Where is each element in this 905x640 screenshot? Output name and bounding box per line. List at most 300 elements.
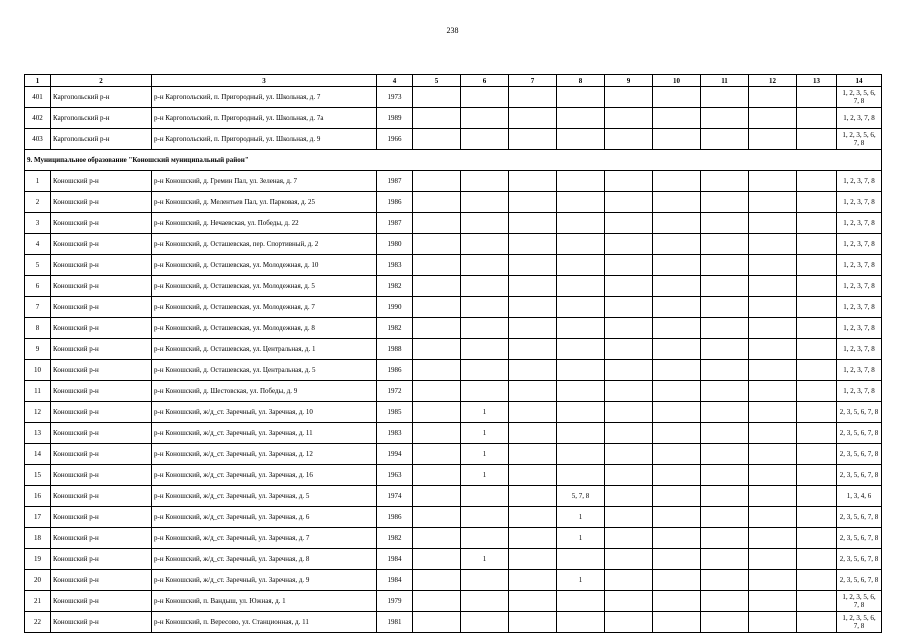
table-row bbox=[25, 318, 882, 339]
col13-cell bbox=[797, 507, 837, 528]
table-row bbox=[25, 381, 882, 402]
col11-cell bbox=[701, 339, 749, 360]
col14-cell: 1, 2, 3, 7, 8 bbox=[837, 318, 882, 339]
column-header: 6 bbox=[461, 75, 509, 87]
col11-cell bbox=[701, 192, 749, 213]
col11-cell bbox=[701, 318, 749, 339]
year-cell: 1987 bbox=[377, 213, 413, 234]
district-cell: Коношский р-н bbox=[51, 528, 152, 549]
col10-cell bbox=[653, 297, 701, 318]
col7-cell bbox=[509, 486, 557, 507]
col14-cell: 2, 3, 5, 6, 7, 8 bbox=[837, 444, 882, 465]
col11-cell bbox=[701, 171, 749, 192]
col10-cell bbox=[653, 129, 701, 150]
col6-cell bbox=[461, 339, 509, 360]
col5-cell bbox=[413, 234, 461, 255]
col10-cell bbox=[653, 591, 701, 612]
col10-cell bbox=[653, 612, 701, 633]
col14-cell: 1, 2, 3, 7, 8 bbox=[837, 360, 882, 381]
year-cell: 1982 bbox=[377, 276, 413, 297]
col12-cell bbox=[749, 192, 797, 213]
col12-cell bbox=[749, 507, 797, 528]
table-row bbox=[25, 171, 882, 192]
row-number-cell: 2 bbox=[25, 192, 51, 213]
col14-cell: 2, 3, 5, 6, 7, 8 bbox=[837, 549, 882, 570]
col9-cell bbox=[605, 591, 653, 612]
col11-cell bbox=[701, 234, 749, 255]
col14-cell: 1, 2, 3, 5, 6, 7, 8 bbox=[837, 87, 882, 108]
col13-cell bbox=[797, 444, 837, 465]
col5-cell bbox=[413, 339, 461, 360]
address-cell: р-н Коношский, д. Осташевская, ул. Центральная, д. 1 bbox=[152, 339, 377, 360]
col6-cell bbox=[461, 255, 509, 276]
year-cell: 1983 bbox=[377, 255, 413, 276]
col8-cell bbox=[557, 549, 605, 570]
row-number-cell: 16 bbox=[25, 486, 51, 507]
col6-cell: 1 bbox=[461, 423, 509, 444]
row-number-cell: 7 bbox=[25, 297, 51, 318]
col8-cell: 1 bbox=[557, 507, 605, 528]
col14-cell: 1, 2, 3, 7, 8 bbox=[837, 381, 882, 402]
col13-cell bbox=[797, 255, 837, 276]
col12-cell bbox=[749, 549, 797, 570]
table-row bbox=[25, 255, 882, 276]
col9-cell bbox=[605, 549, 653, 570]
col13-cell bbox=[797, 465, 837, 486]
col9-cell bbox=[605, 255, 653, 276]
row-number-cell: 3 bbox=[25, 213, 51, 234]
col6-cell bbox=[461, 528, 509, 549]
col13-cell bbox=[797, 108, 837, 129]
year-cell: 1984 bbox=[377, 570, 413, 591]
col11-cell bbox=[701, 486, 749, 507]
col12-cell bbox=[749, 486, 797, 507]
col8-cell bbox=[557, 444, 605, 465]
col12-cell bbox=[749, 360, 797, 381]
address-cell: р-н Коношский, п. Вересово, ул. Станционная, д. 11 bbox=[152, 612, 377, 633]
col11-cell bbox=[701, 129, 749, 150]
year-cell: 1986 bbox=[377, 507, 413, 528]
table-row bbox=[25, 486, 882, 507]
year-cell: 1979 bbox=[377, 591, 413, 612]
col9-cell bbox=[605, 507, 653, 528]
col6-cell bbox=[461, 108, 509, 129]
col5-cell bbox=[413, 276, 461, 297]
col6-cell bbox=[461, 297, 509, 318]
col10-cell bbox=[653, 213, 701, 234]
col7-cell bbox=[509, 213, 557, 234]
col9-cell bbox=[605, 570, 653, 591]
column-header: 11 bbox=[701, 75, 749, 87]
col14-cell: 2, 3, 5, 6, 7, 8 bbox=[837, 402, 882, 423]
district-cell: Коношский р-н bbox=[51, 381, 152, 402]
col11-cell bbox=[701, 465, 749, 486]
col8-cell bbox=[557, 255, 605, 276]
col6-cell: 1 bbox=[461, 402, 509, 423]
address-cell: р-н Коношский, ж/д_ст. Заречный, ул. Заречная, д. 12 bbox=[152, 444, 377, 465]
col5-cell bbox=[413, 486, 461, 507]
year-cell: 1966 bbox=[377, 129, 413, 150]
col6-cell bbox=[461, 507, 509, 528]
row-number-cell: 20 bbox=[25, 570, 51, 591]
address-cell: р-н Коношский, ж/д_ст. Заречный, ул. Заречная, д. 11 bbox=[152, 423, 377, 444]
table-row bbox=[25, 108, 882, 129]
col9-cell bbox=[605, 87, 653, 108]
col14-cell: 2, 3, 5, 6, 7, 8 bbox=[837, 423, 882, 444]
col9-cell bbox=[605, 318, 653, 339]
col13-cell bbox=[797, 318, 837, 339]
row-number-cell: 22 bbox=[25, 612, 51, 633]
col12-cell bbox=[749, 528, 797, 549]
col14-cell: 1, 2, 3, 5, 6, 7, 8 bbox=[837, 612, 882, 633]
col7-cell bbox=[509, 171, 557, 192]
page-number: 238 bbox=[446, 26, 459, 35]
col12-cell bbox=[749, 213, 797, 234]
col6-cell bbox=[461, 192, 509, 213]
district-cell: Коношский р-н bbox=[51, 570, 152, 591]
row-number-cell: 17 bbox=[25, 507, 51, 528]
address-cell: р-н Коношский, ж/д_ст. Заречный, ул. Заречная, д. 9 bbox=[152, 570, 377, 591]
col11-cell bbox=[701, 423, 749, 444]
year-cell: 1980 bbox=[377, 234, 413, 255]
col8-cell bbox=[557, 465, 605, 486]
col14-cell: 2, 3, 5, 6, 7, 8 bbox=[837, 570, 882, 591]
section-row bbox=[25, 150, 882, 171]
column-header: 8 bbox=[557, 75, 605, 87]
col10-cell bbox=[653, 507, 701, 528]
address-cell: р-н Коношский, п. Вандыш, ул. Южная, д. 1 bbox=[152, 591, 377, 612]
table-row bbox=[25, 570, 882, 591]
year-cell: 1981 bbox=[377, 612, 413, 633]
row-number-cell: 1 bbox=[25, 171, 51, 192]
column-header: 10 bbox=[653, 75, 701, 87]
col13-cell bbox=[797, 213, 837, 234]
col13-cell bbox=[797, 570, 837, 591]
district-cell: Коношский р-н bbox=[51, 549, 152, 570]
col5-cell bbox=[413, 87, 461, 108]
table-row bbox=[25, 612, 882, 633]
table-row bbox=[25, 213, 882, 234]
col8-cell bbox=[557, 297, 605, 318]
district-cell: Коношский р-н bbox=[51, 360, 152, 381]
col8-cell bbox=[557, 612, 605, 633]
col8-cell bbox=[557, 276, 605, 297]
col6-cell bbox=[461, 486, 509, 507]
address-cell: р-н Коношский, ж/д_ст. Заречный, ул. Заречная, д. 10 bbox=[152, 402, 377, 423]
col14-cell: 1, 2, 3, 7, 8 bbox=[837, 255, 882, 276]
col13-cell bbox=[797, 549, 837, 570]
district-cell: Каргопольский р-н bbox=[51, 87, 152, 108]
address-cell: р-н Коношский, д. Осташевская, пер. Спортивный, д. 2 bbox=[152, 234, 377, 255]
col8-cell bbox=[557, 192, 605, 213]
col12-cell bbox=[749, 108, 797, 129]
year-cell: 1990 bbox=[377, 297, 413, 318]
col5-cell bbox=[413, 528, 461, 549]
year-cell: 1988 bbox=[377, 339, 413, 360]
col7-cell bbox=[509, 255, 557, 276]
table-row bbox=[25, 591, 882, 612]
col7-cell bbox=[509, 591, 557, 612]
col12-cell bbox=[749, 234, 797, 255]
column-header: 12 bbox=[749, 75, 797, 87]
col8-cell bbox=[557, 360, 605, 381]
district-cell: Коношский р-н bbox=[51, 213, 152, 234]
col11-cell bbox=[701, 591, 749, 612]
col11-cell bbox=[701, 297, 749, 318]
col10-cell bbox=[653, 423, 701, 444]
col10-cell bbox=[653, 171, 701, 192]
col6-cell bbox=[461, 612, 509, 633]
address-cell: р-н Каргопольский, п. Пригородный, ул. Школьная, д. 9 bbox=[152, 129, 377, 150]
col13-cell bbox=[797, 612, 837, 633]
district-cell: Коношский р-н bbox=[51, 339, 152, 360]
col9-cell bbox=[605, 213, 653, 234]
col12-cell bbox=[749, 423, 797, 444]
col7-cell bbox=[509, 129, 557, 150]
address-cell: р-н Коношский, д. Осташевская, ул. Молодежная, д. 5 bbox=[152, 276, 377, 297]
year-cell: 1984 bbox=[377, 549, 413, 570]
column-header: 3 bbox=[152, 75, 377, 87]
district-cell: Коношский р-н bbox=[51, 465, 152, 486]
col10-cell bbox=[653, 570, 701, 591]
col6-cell bbox=[461, 276, 509, 297]
register-table bbox=[24, 74, 882, 633]
col8-cell: 1 bbox=[557, 528, 605, 549]
col9-cell bbox=[605, 129, 653, 150]
table-row bbox=[25, 423, 882, 444]
col7-cell bbox=[509, 192, 557, 213]
column-header: 14 bbox=[837, 75, 882, 87]
district-cell: Коношский р-н bbox=[51, 297, 152, 318]
col5-cell bbox=[413, 171, 461, 192]
row-number-cell: 15 bbox=[25, 465, 51, 486]
row-number-cell: 6 bbox=[25, 276, 51, 297]
col12-cell bbox=[749, 402, 797, 423]
col10-cell bbox=[653, 339, 701, 360]
row-number-cell: 401 bbox=[25, 87, 51, 108]
col7-cell bbox=[509, 234, 557, 255]
col6-cell bbox=[461, 213, 509, 234]
col13-cell bbox=[797, 87, 837, 108]
col14-cell: 1, 2, 3, 7, 8 bbox=[837, 297, 882, 318]
district-cell: Коношский р-н bbox=[51, 234, 152, 255]
col13-cell bbox=[797, 360, 837, 381]
row-number-cell: 4 bbox=[25, 234, 51, 255]
row-number-cell: 19 bbox=[25, 549, 51, 570]
col9-cell bbox=[605, 171, 653, 192]
col6-cell: 1 bbox=[461, 465, 509, 486]
col7-cell bbox=[509, 276, 557, 297]
table-row bbox=[25, 507, 882, 528]
col12-cell bbox=[749, 465, 797, 486]
col6-cell bbox=[461, 381, 509, 402]
col11-cell bbox=[701, 612, 749, 633]
col6-cell bbox=[461, 234, 509, 255]
row-number-cell: 9 bbox=[25, 339, 51, 360]
col10-cell bbox=[653, 444, 701, 465]
column-header: 4 bbox=[377, 75, 413, 87]
col5-cell bbox=[413, 108, 461, 129]
col5-cell bbox=[413, 570, 461, 591]
table-row bbox=[25, 276, 882, 297]
district-cell: Коношский р-н bbox=[51, 402, 152, 423]
col8-cell bbox=[557, 381, 605, 402]
col13-cell bbox=[797, 192, 837, 213]
col8-cell bbox=[557, 213, 605, 234]
section-title: 9. Муниципальное образование "Коношский муниципальный район" bbox=[25, 150, 882, 171]
address-cell: р-н Коношский, ж/д_ст. Заречный, ул. Заречная, д. 6 bbox=[152, 507, 377, 528]
col8-cell bbox=[557, 171, 605, 192]
row-number-cell: 402 bbox=[25, 108, 51, 129]
year-cell: 1973 bbox=[377, 87, 413, 108]
col8-cell bbox=[557, 402, 605, 423]
address-cell: р-н Каргопольский, п. Пригородный, ул. Школьная, д. 7 bbox=[152, 87, 377, 108]
col6-cell: 1 bbox=[461, 549, 509, 570]
col5-cell bbox=[413, 192, 461, 213]
year-cell: 1987 bbox=[377, 171, 413, 192]
col12-cell bbox=[749, 591, 797, 612]
address-cell: р-н Коношский, ж/д_ст. Заречный, ул. Заречная, д. 7 bbox=[152, 528, 377, 549]
col14-cell: 1, 2, 3, 7, 8 bbox=[837, 171, 882, 192]
col8-cell bbox=[557, 234, 605, 255]
col10-cell bbox=[653, 192, 701, 213]
col5-cell bbox=[413, 318, 461, 339]
col5-cell bbox=[413, 423, 461, 444]
district-cell: Каргопольский р-н bbox=[51, 129, 152, 150]
column-header: 7 bbox=[509, 75, 557, 87]
col5-cell bbox=[413, 507, 461, 528]
col8-cell bbox=[557, 318, 605, 339]
col5-cell bbox=[413, 381, 461, 402]
col9-cell bbox=[605, 528, 653, 549]
header-row bbox=[25, 75, 882, 87]
year-cell: 1989 bbox=[377, 108, 413, 129]
col9-cell bbox=[605, 108, 653, 129]
col12-cell bbox=[749, 276, 797, 297]
col5-cell bbox=[413, 591, 461, 612]
col6-cell bbox=[461, 591, 509, 612]
col6-cell: 1 bbox=[461, 444, 509, 465]
col5-cell bbox=[413, 444, 461, 465]
col14-cell: 1, 2, 3, 7, 8 bbox=[837, 108, 882, 129]
col10-cell bbox=[653, 318, 701, 339]
col5-cell bbox=[413, 213, 461, 234]
column-header: 9 bbox=[605, 75, 653, 87]
col7-cell bbox=[509, 108, 557, 129]
table-row bbox=[25, 465, 882, 486]
col12-cell bbox=[749, 318, 797, 339]
col12-cell bbox=[749, 339, 797, 360]
col6-cell bbox=[461, 171, 509, 192]
col7-cell bbox=[509, 339, 557, 360]
col5-cell bbox=[413, 129, 461, 150]
col11-cell bbox=[701, 360, 749, 381]
col8-cell: 1 bbox=[557, 570, 605, 591]
col7-cell bbox=[509, 402, 557, 423]
col14-cell: 1, 2, 3, 7, 8 bbox=[837, 192, 882, 213]
col8-cell: 5, 7, 8 bbox=[557, 486, 605, 507]
district-cell: Коношский р-н bbox=[51, 171, 152, 192]
col7-cell bbox=[509, 612, 557, 633]
col6-cell bbox=[461, 318, 509, 339]
year-cell: 1986 bbox=[377, 360, 413, 381]
col7-cell bbox=[509, 507, 557, 528]
col13-cell bbox=[797, 339, 837, 360]
col7-cell bbox=[509, 528, 557, 549]
col5-cell bbox=[413, 465, 461, 486]
table-row bbox=[25, 192, 882, 213]
year-cell: 1982 bbox=[377, 318, 413, 339]
district-cell: Коношский р-н bbox=[51, 591, 152, 612]
address-cell: р-н Коношский, д. Осташевская, ул. Молодежная, д. 7 bbox=[152, 297, 377, 318]
address-cell: р-н Коношский, д. Осташевская, ул. Молодежная, д. 10 bbox=[152, 255, 377, 276]
col13-cell bbox=[797, 381, 837, 402]
col12-cell bbox=[749, 171, 797, 192]
col7-cell bbox=[509, 318, 557, 339]
col13-cell bbox=[797, 171, 837, 192]
row-number-cell: 5 bbox=[25, 255, 51, 276]
district-cell: Коношский р-н bbox=[51, 486, 152, 507]
district-cell: Коношский р-н bbox=[51, 192, 152, 213]
row-number-cell: 11 bbox=[25, 381, 51, 402]
row-number-cell: 13 bbox=[25, 423, 51, 444]
col12-cell bbox=[749, 570, 797, 591]
table-row bbox=[25, 528, 882, 549]
table-row bbox=[25, 339, 882, 360]
col14-cell: 2, 3, 5, 6, 7, 8 bbox=[837, 465, 882, 486]
col11-cell bbox=[701, 444, 749, 465]
address-cell: р-н Каргопольский, п. Пригородный, ул. Школьная, д. 7а bbox=[152, 108, 377, 129]
col13-cell bbox=[797, 423, 837, 444]
col8-cell bbox=[557, 129, 605, 150]
col11-cell bbox=[701, 108, 749, 129]
row-number-cell: 12 bbox=[25, 402, 51, 423]
col5-cell bbox=[413, 297, 461, 318]
address-cell: р-н Коношский, д. Осташевская, ул. Центральная, д. 5 bbox=[152, 360, 377, 381]
col14-cell: 2, 3, 5, 6, 7, 8 bbox=[837, 528, 882, 549]
table-row bbox=[25, 402, 882, 423]
row-number-cell: 14 bbox=[25, 444, 51, 465]
col6-cell bbox=[461, 129, 509, 150]
year-cell: 1994 bbox=[377, 444, 413, 465]
col7-cell bbox=[509, 444, 557, 465]
address-cell: р-н Коношский, ж/д_ст. Заречный, ул. Заречная, д. 8 bbox=[152, 549, 377, 570]
col13-cell bbox=[797, 591, 837, 612]
col9-cell bbox=[605, 339, 653, 360]
year-cell: 1972 bbox=[377, 381, 413, 402]
district-cell: Коношский р-н bbox=[51, 255, 152, 276]
col10-cell bbox=[653, 549, 701, 570]
col10-cell bbox=[653, 528, 701, 549]
col7-cell bbox=[509, 360, 557, 381]
district-cell: Коношский р-н bbox=[51, 507, 152, 528]
row-number-cell: 10 bbox=[25, 360, 51, 381]
col5-cell bbox=[413, 612, 461, 633]
col9-cell bbox=[605, 192, 653, 213]
address-cell: р-н Коношский, д. Осташевская, ул. Молодежная, д. 8 bbox=[152, 318, 377, 339]
col9-cell bbox=[605, 402, 653, 423]
col8-cell bbox=[557, 591, 605, 612]
col7-cell bbox=[509, 381, 557, 402]
col9-cell bbox=[605, 423, 653, 444]
col9-cell bbox=[605, 276, 653, 297]
row-number-cell: 18 bbox=[25, 528, 51, 549]
year-cell: 1983 bbox=[377, 423, 413, 444]
col6-cell bbox=[461, 360, 509, 381]
col12-cell bbox=[749, 297, 797, 318]
col7-cell bbox=[509, 423, 557, 444]
col10-cell bbox=[653, 234, 701, 255]
